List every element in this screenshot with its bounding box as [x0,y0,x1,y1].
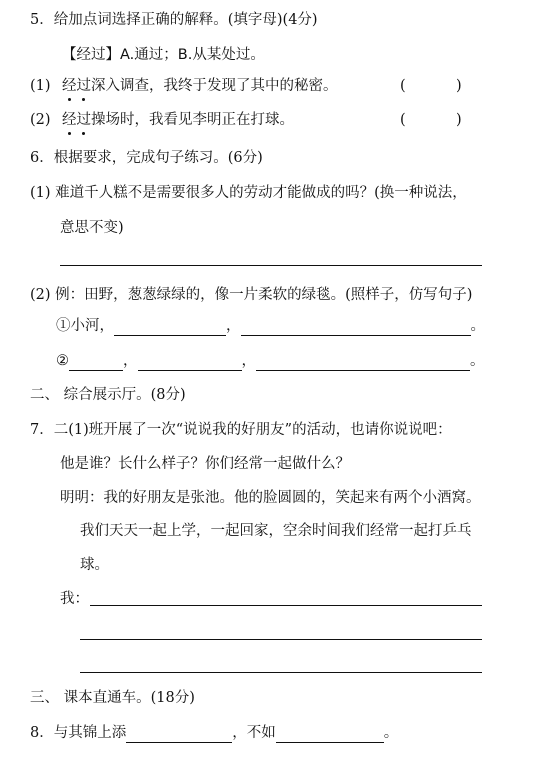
q8-end-text: 。 [383,725,399,741]
emphasis-dot [82,98,85,101]
q7-answer-line-3[interactable] [80,672,482,673]
q6-row-2-label: ② [56,353,69,369]
q6-row-1-label: ①小河， [56,318,114,334]
emphasis-dot [68,132,71,135]
q6-row-2-blank-3[interactable] [256,354,470,371]
q5-item-2-text: 经过操场时，我看见李明正在打球。 [62,112,294,128]
q6-row-2-blank-2[interactable] [138,354,242,371]
q6-row-1-period: 。 [470,318,485,334]
q6-row-2-period: 。 [470,353,485,369]
q6-item-1-line-2: 意思不变) [60,220,124,236]
q5-item-2-num: (2) [30,112,51,128]
q5-bracket-options: 【经过】A.通过；B.从某处过。 [62,47,265,63]
q6-title: 6．根据要求，完成句子练习。(6分) [30,150,263,166]
q5-item-1-answer-close: ) [456,78,462,94]
q7-example-line-2: 我们天天一起上学，一起回家，空余时间我们经常一起打乒乓 [80,523,472,539]
q7-answer-line-2[interactable] [80,639,482,640]
q7-answer-line-1[interactable] [90,605,482,606]
section-2-title: 二、 综合展示厅。(8分) [30,387,186,403]
q6-row-1-comma: ， [226,318,241,334]
q5-title: 5．给加点词选择正确的解释。(填字母)(4分) [30,12,318,28]
q5-item-1-answer-open[interactable]: ( [400,78,406,94]
q5-item-1-text: 经过深入调查，我终于发现了其中的秘密。 [62,78,338,94]
q8-mid-text: ，不如 [232,725,276,741]
emphasis-dot [68,98,71,101]
q6-item-1-line-1: (1) 难道千人糕不是需要很多人的劳动才能做成的吗？(换一种说法， [30,185,467,201]
q6-row-2-comma-2: ， [241,353,256,369]
q8-blank-2[interactable] [276,726,384,743]
q8-lead-text: 8．与其锦上添 [30,725,127,741]
q8-line [30,723,398,743]
q5-item-2-answer-close: ) [456,112,462,128]
q5-item-1-num: (1) [30,78,51,94]
q6-row-2 [56,351,485,371]
emphasis-dot [82,132,85,135]
q7-line-2: 他是谁？长什么样子？你们经常一起做什么？ [60,456,350,472]
q7-example-line-1: 明明：我的好朋友是张池。他的脸圆圆的，笑起来有两个小酒窝。 [60,490,481,506]
q7-me-label: 我： [60,591,89,607]
q6-item-1-answer-line[interactable] [60,265,482,266]
q6-row-1-blank-2[interactable] [241,319,471,336]
q6-row-2-blank-1[interactable] [69,354,123,371]
q6-row-1 [56,316,485,336]
q6-item-2-line: (2) 例：田野，葱葱绿绿的，像一片柔软的绿毯。(照样子，仿写句子) [30,287,473,303]
q8-blank-1[interactable] [126,726,232,743]
q7-example-line-3: 球。 [80,557,109,573]
section-3-title: 三、 课本直通车。(18分) [30,690,195,706]
q6-row-2-comma-1: ， [123,353,138,369]
q5-item-2-answer-open[interactable]: ( [400,112,406,128]
q7-line-1: 7．二(1)班开展了一次“说说我的好朋友”的活动，也请你说说吧： [30,422,452,438]
q6-row-1-blank-1[interactable] [114,319,226,336]
